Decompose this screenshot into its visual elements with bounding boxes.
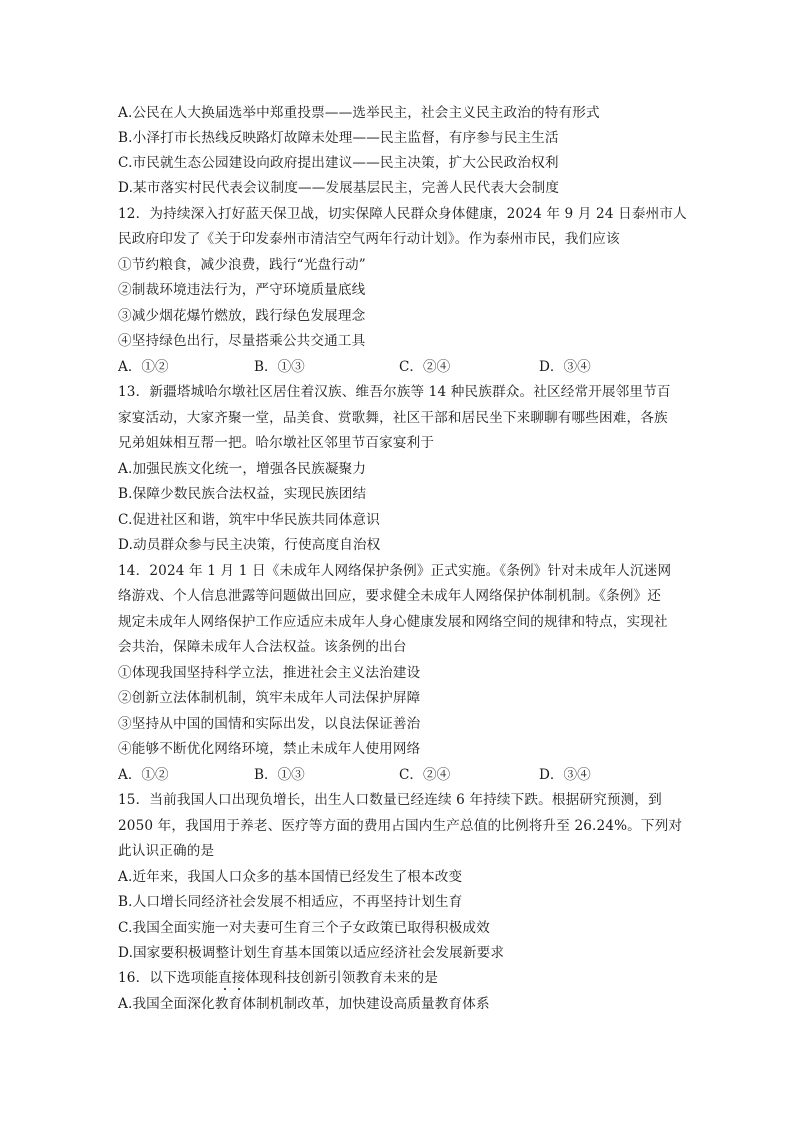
q16-stem-after: 体现科技创新引领教育未来的是 [245,970,438,986]
q15-stem-line-1: 15．当前我国人口出现负增长，出生人口数量已经连续 6 年持续下跌。根据研究预测，到 [118,792,662,808]
q13-option-c: C.促进社区和谐，筑牢中华民族共同体意识 [118,512,380,528]
q15-option-c: C.我国全面实施一对夫妻可生育三个子女政策已取得积极成效 [118,920,490,936]
q13-stem-line-1: 13．新疆塔城哈尔墩社区居住着汉族、维吾尔族等 14 种民族群众。社区经常开展邻里节百 [118,384,671,400]
q14-stem-line-4: 会共治，保障未成年人合法权益。该条例的出台 [118,639,407,655]
q14-stem-line-3: 规定未成年人网络保护工作应适应未成年人身心健康发展和网络空间的规律和特点，实现社 [118,614,668,630]
q11-option-d: D.某市落实村民代表会议制度——发展基层民主，完善人民代表大会制度 [118,180,560,196]
q16-emphasis-char-2: 接 [231,970,246,986]
q12-choice-d: D．③④ [539,359,591,375]
q15-stem-line-3: 此认识正确的是 [118,843,215,859]
q13-option-a: A.加强民族文化统一，增强各民族凝聚力 [118,461,367,477]
q16-stem [118,970,438,986]
q12-item-3: ③减少烟花爆竹燃放，践行绿色发展理念 [118,308,366,324]
q14-choice-b: B．①③ [254,767,305,783]
q15-option-d: D.国家要积极调整计划生育基本国策以适应经济社会发展新要求 [118,945,505,961]
q11-option-a: A.公民在人大换届选举中郑重投票——选举民主，社会主义民主政治的特有形式 [118,105,600,121]
q13-stem-line-3: 兄弟姐妹相互帮一把。哈尔墩社区邻里节百家宴利于 [118,435,435,451]
q12-choices [118,359,698,375]
q14-choice-d: D．③④ [539,767,591,783]
q13-option-b: B.保障少数民族合法权益，实现民族团结 [118,486,367,502]
q12-stem-line-2: 民政府印发了《关于印发泰州市清洁空气两年行动计划》。作为泰州市民，我们应该 [118,231,620,247]
q14-item-3: ③坚持从中国的国情和实际出发，以良法保证善治 [118,716,421,732]
q14-item-4: ④能够不断优化网络环境，禁止未成年人使用网络 [118,741,421,757]
q11-option-b: B.小泽打市长热线反映路灯故障未处理——民主监督，有序参与民主生活 [118,130,559,146]
q16-emphasis-char-1: 直 [218,970,232,986]
q14-choice-a: A．①② [118,767,169,783]
q14-item-1: ①体现我国坚持科学立法，推进社会主义法治建设 [118,665,421,681]
q12-item-2: ②制裁环境违法行为，严守环境质量底线 [118,282,366,298]
q14-stem-line-1: 14．2024 年 1 月 1 日《未成年人网络保护条例》正式实施。《条例》针对未成年人沉迷网 [118,563,672,579]
q16-option-a: A.我国全面深化教育体制机制改革，加快建设高质量教育体系 [118,996,490,1012]
q11-option-c: C.市民就生态公园建设向政府提出建议——民主决策，扩大公民政治权利 [118,155,559,171]
q12-stem-line-1: 12．为持续深入打好蓝天保卫战，切实保障人民群众身体健康，2024 年 9 月 24 日泰州市人 [118,206,687,222]
q14-choice-c: C．②④ [399,767,451,783]
q15-option-a: A.近年来，我国人口众多的基本国情已经发生了根本改变 [118,869,463,885]
q12-item-4: ④坚持绿色出行，尽量搭乘公共交通工具 [118,333,366,349]
q16-stem-before: 16．以下选项能 [118,970,219,986]
q15-option-b: B.人口增长同经济社会发展不相适应，不再坚持计划生育 [118,894,463,910]
q14-item-2: ②创新立法体制机制，筑牢未成年人司法保护屏障 [118,690,421,706]
q13-option-d: D.动员群众参与民主决策，行使高度自治权 [118,537,381,553]
q12-choice-b: B．①③ [254,359,305,375]
q15-stem-line-2: 2050 年，我国用于养老、医疗等方面的费用占国内生产总值的比例将升至 26.24%。下列对 [118,818,683,834]
q14-choices [118,767,698,783]
q12-item-1: ①节约粮食，减少浪费，践行“光盘行动” [118,257,366,273]
q12-choice-c: C．②④ [399,359,451,375]
q13-stem-line-2: 家宴活动，大家齐聚一堂，品美食、赏歌舞，社区干部和居民坐下来聊聊有哪些困难，各族 [118,410,668,426]
q12-choice-a: A．①② [118,359,169,375]
q14-stem-line-2: 络游戏、个人信息泄露等问题做出回应，要求健全未成年人网络保护体制机制。《条例》还 [118,588,661,604]
